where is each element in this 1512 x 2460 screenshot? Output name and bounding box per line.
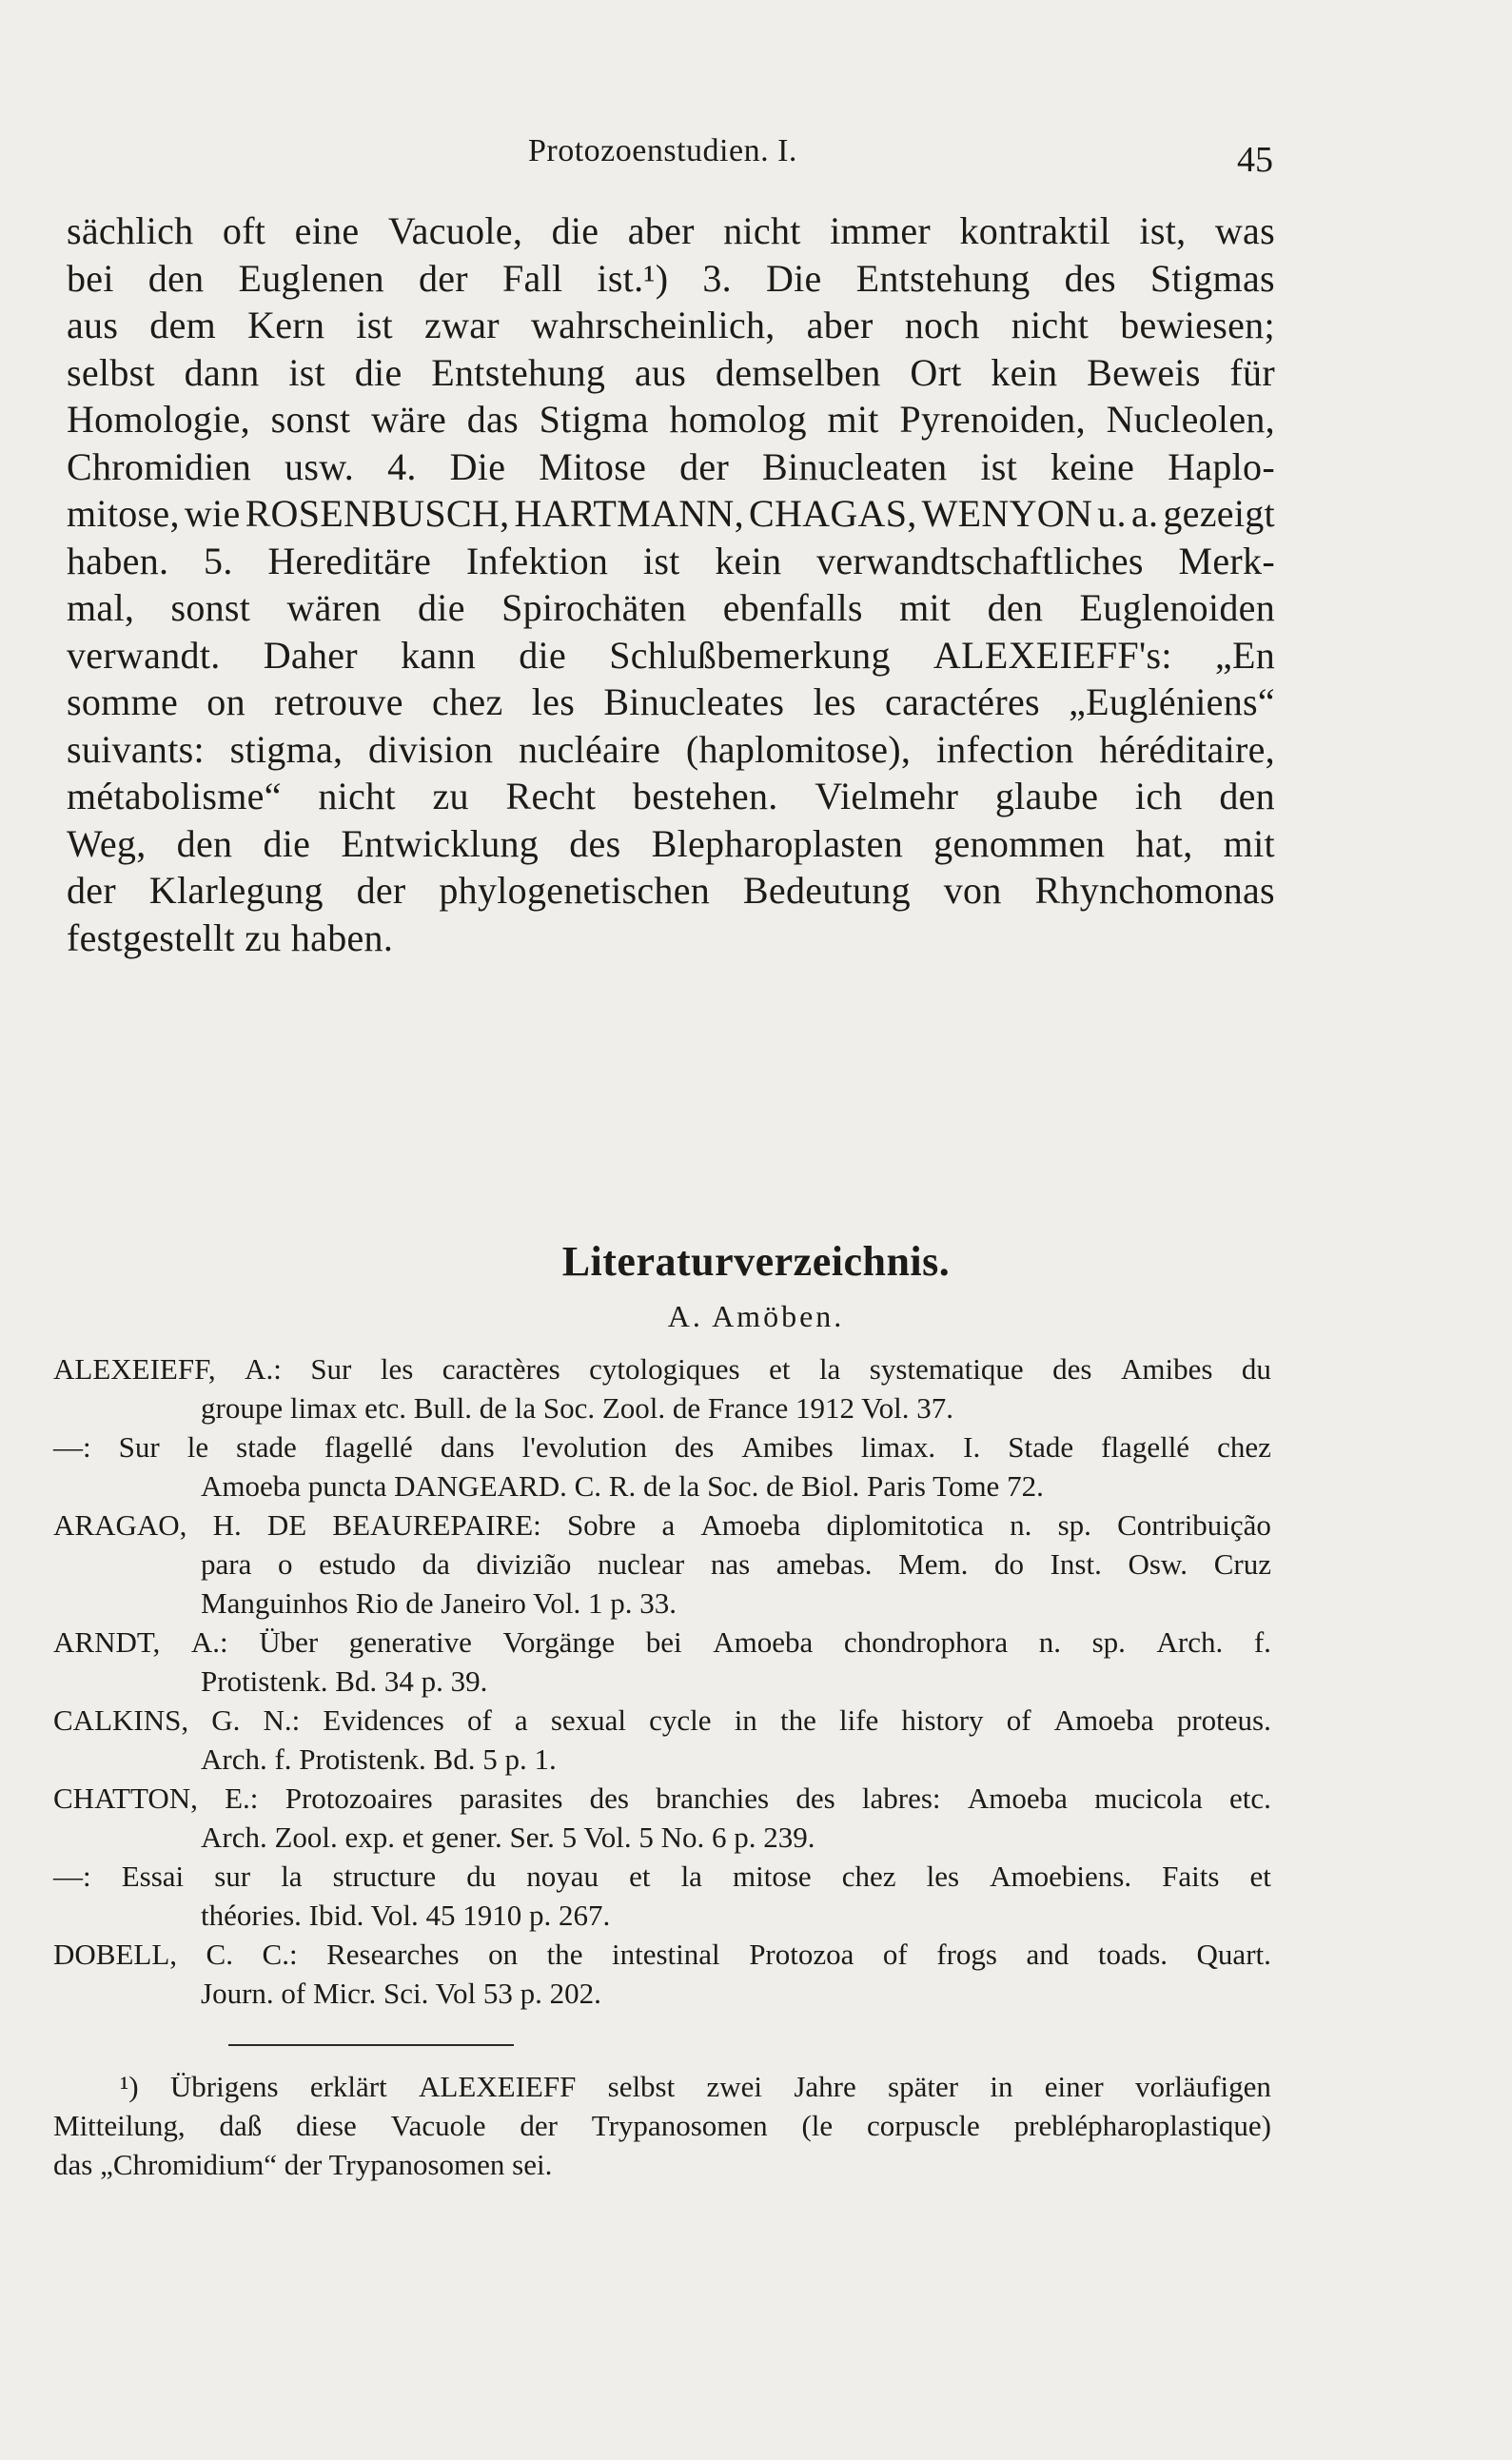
reference-line: Arch. f. Protistenk. Bd. 5 p. 1.: [201, 1742, 557, 1776]
body-line: somme on retrouve chez les Binucleates les caractéres „Eugléniens“: [67, 680, 1275, 723]
page-header: [0, 133, 1512, 181]
footnote-divider: [228, 2044, 514, 2046]
reference-line: théories. Ibid. Vol. 45 1910 p. 267.: [201, 1899, 611, 1932]
body-line: mal, sonst wären die Spirochäten ebenfalls mit den Euglenoiden: [67, 586, 1275, 629]
body-line: Chromidien usw. 4. Die Mitose der Binucleaten ist keine Haplo-: [67, 444, 1275, 488]
body-line: aus dem Kern ist zwar wahrscheinlich, aber noch nicht bewiesen;: [67, 304, 1275, 346]
reference-line: ALEXEIEFF, A.: Sur les caractères cytologiques et la systematique des Amibes du: [53, 1352, 1271, 1386]
reference-line: —: Essai sur la structure du noyau et la mitose chez les Amoebiens. Faits et: [53, 1860, 1271, 1893]
page-number: 45: [1237, 140, 1273, 180]
literature-section-title: A. Amöben.: [667, 1299, 845, 1333]
reference-line: ARNDT, A.: Über generative Vorgänge bei Amoeba chondrophora n. sp. Arch. f.: [53, 1625, 1271, 1659]
reference-line: ARAGAO, H. DE BEAUREPAIRE: Sobre a Amoeba diplomitotica n. sp. Contribuição: [53, 1508, 1271, 1542]
reference-line: Protistenk. Bd. 34 p. 39.: [201, 1664, 488, 1698]
reference-line: DOBELL, C. C.: Researches on the intestinal Protozoa of frogs and toads. Quart.: [53, 1938, 1271, 1971]
reference-line: Manguinhos Rio de Janeiro Vol. 1 p. 33.: [201, 1586, 677, 1620]
body-line: mitose, wie ROSENBUSCH, HARTMANN, CHAGAS, WENYON u. a. gezeigt: [67, 492, 1275, 535]
body-line: der Klarlegung der phylogenetischen Bedeutung von Rhynchomonas: [67, 869, 1275, 912]
body-paragraph: [67, 207, 1275, 961]
body-line: bei den Euglenen der Fall ist.¹) 3. Die Entstehung des Stigmas: [67, 256, 1275, 300]
footnote-line: das „Chromidium“ der Trypanosomen sei.: [53, 2148, 553, 2181]
footnote-line: ¹) Übrigens erklärt ALEXEIEFF selbst zwei Jahre später in einer vorläufigen: [120, 2070, 1271, 2103]
body-line: sächlich oft eine Vacuole, die aber nicht immer kontraktil ist, was: [67, 209, 1275, 252]
reference-list: [53, 1349, 1271, 2013]
body-line: festgestellt zu haben.: [67, 915, 394, 959]
body-line: Weg, den die Entwicklung des Blepharoplasten genommen hat, mit: [67, 821, 1275, 865]
reference-line: CHATTON, E.: Protozoaires parasites des branchies des labres: Amoeba mucicola etc.: [53, 1781, 1271, 1815]
reference-line: Arch. Zool. exp. et gener. Ser. 5 Vol. 5 No. 6 p. 239.: [201, 1820, 815, 1854]
reference-line: CALKINS, G. N.: Evidences of a sexual cycle in the life history of Amoeba proteus.: [53, 1703, 1271, 1737]
body-line: suivants: stigma, division nucléaire (haplomitose), infection héréditaire,: [67, 727, 1275, 771]
body-line: verwandt. Daher kann die Schlußbemerkung ALEXEIEFF's: „En: [67, 633, 1275, 677]
reference-line: groupe limax etc. Bull. de la Soc. Zool. de France 1912 Vol. 37.: [201, 1391, 953, 1425]
running-title: Protozoenstudien. I.: [528, 133, 797, 168]
reference-line: para o estudo da divizião nuclear nas amebas. Mem. do Inst. Osw. Cruz: [201, 1547, 1271, 1581]
body-line: haben. 5. Hereditäre Infektion ist kein verwandtschaftliches Merk-: [67, 539, 1275, 582]
body-line: Homologie, sonst wäre das Stigma homolog mit Pyrenoiden, Nucleolen,: [67, 398, 1275, 441]
body-line: métabolisme“ nicht zu Recht bestehen. Vielmehr glaube ich den: [67, 775, 1275, 817]
reference-line: Journ. of Micr. Sci. Vol 53 p. 202.: [201, 1977, 601, 2010]
reference-line: —: Sur le stade flagellé dans l'evolution des Amibes limax. I. Stade flagellé chez: [53, 1430, 1271, 1464]
footnote: [53, 2067, 1271, 2184]
body-line: selbst dann ist die Entstehung aus demselben Ort kein Beweis für: [67, 350, 1275, 394]
literature-heading: Literaturverzeichnis.: [561, 1238, 951, 1285]
reference-line: Amoeba puncta DANGEARD. C. R. de la Soc. de Biol. Paris Tome 72.: [201, 1469, 1044, 1503]
footnote-line: Mitteilung, daß diese Vacuole der Trypanosomen (le corpuscle preblépharoplastique): [53, 2109, 1271, 2142]
